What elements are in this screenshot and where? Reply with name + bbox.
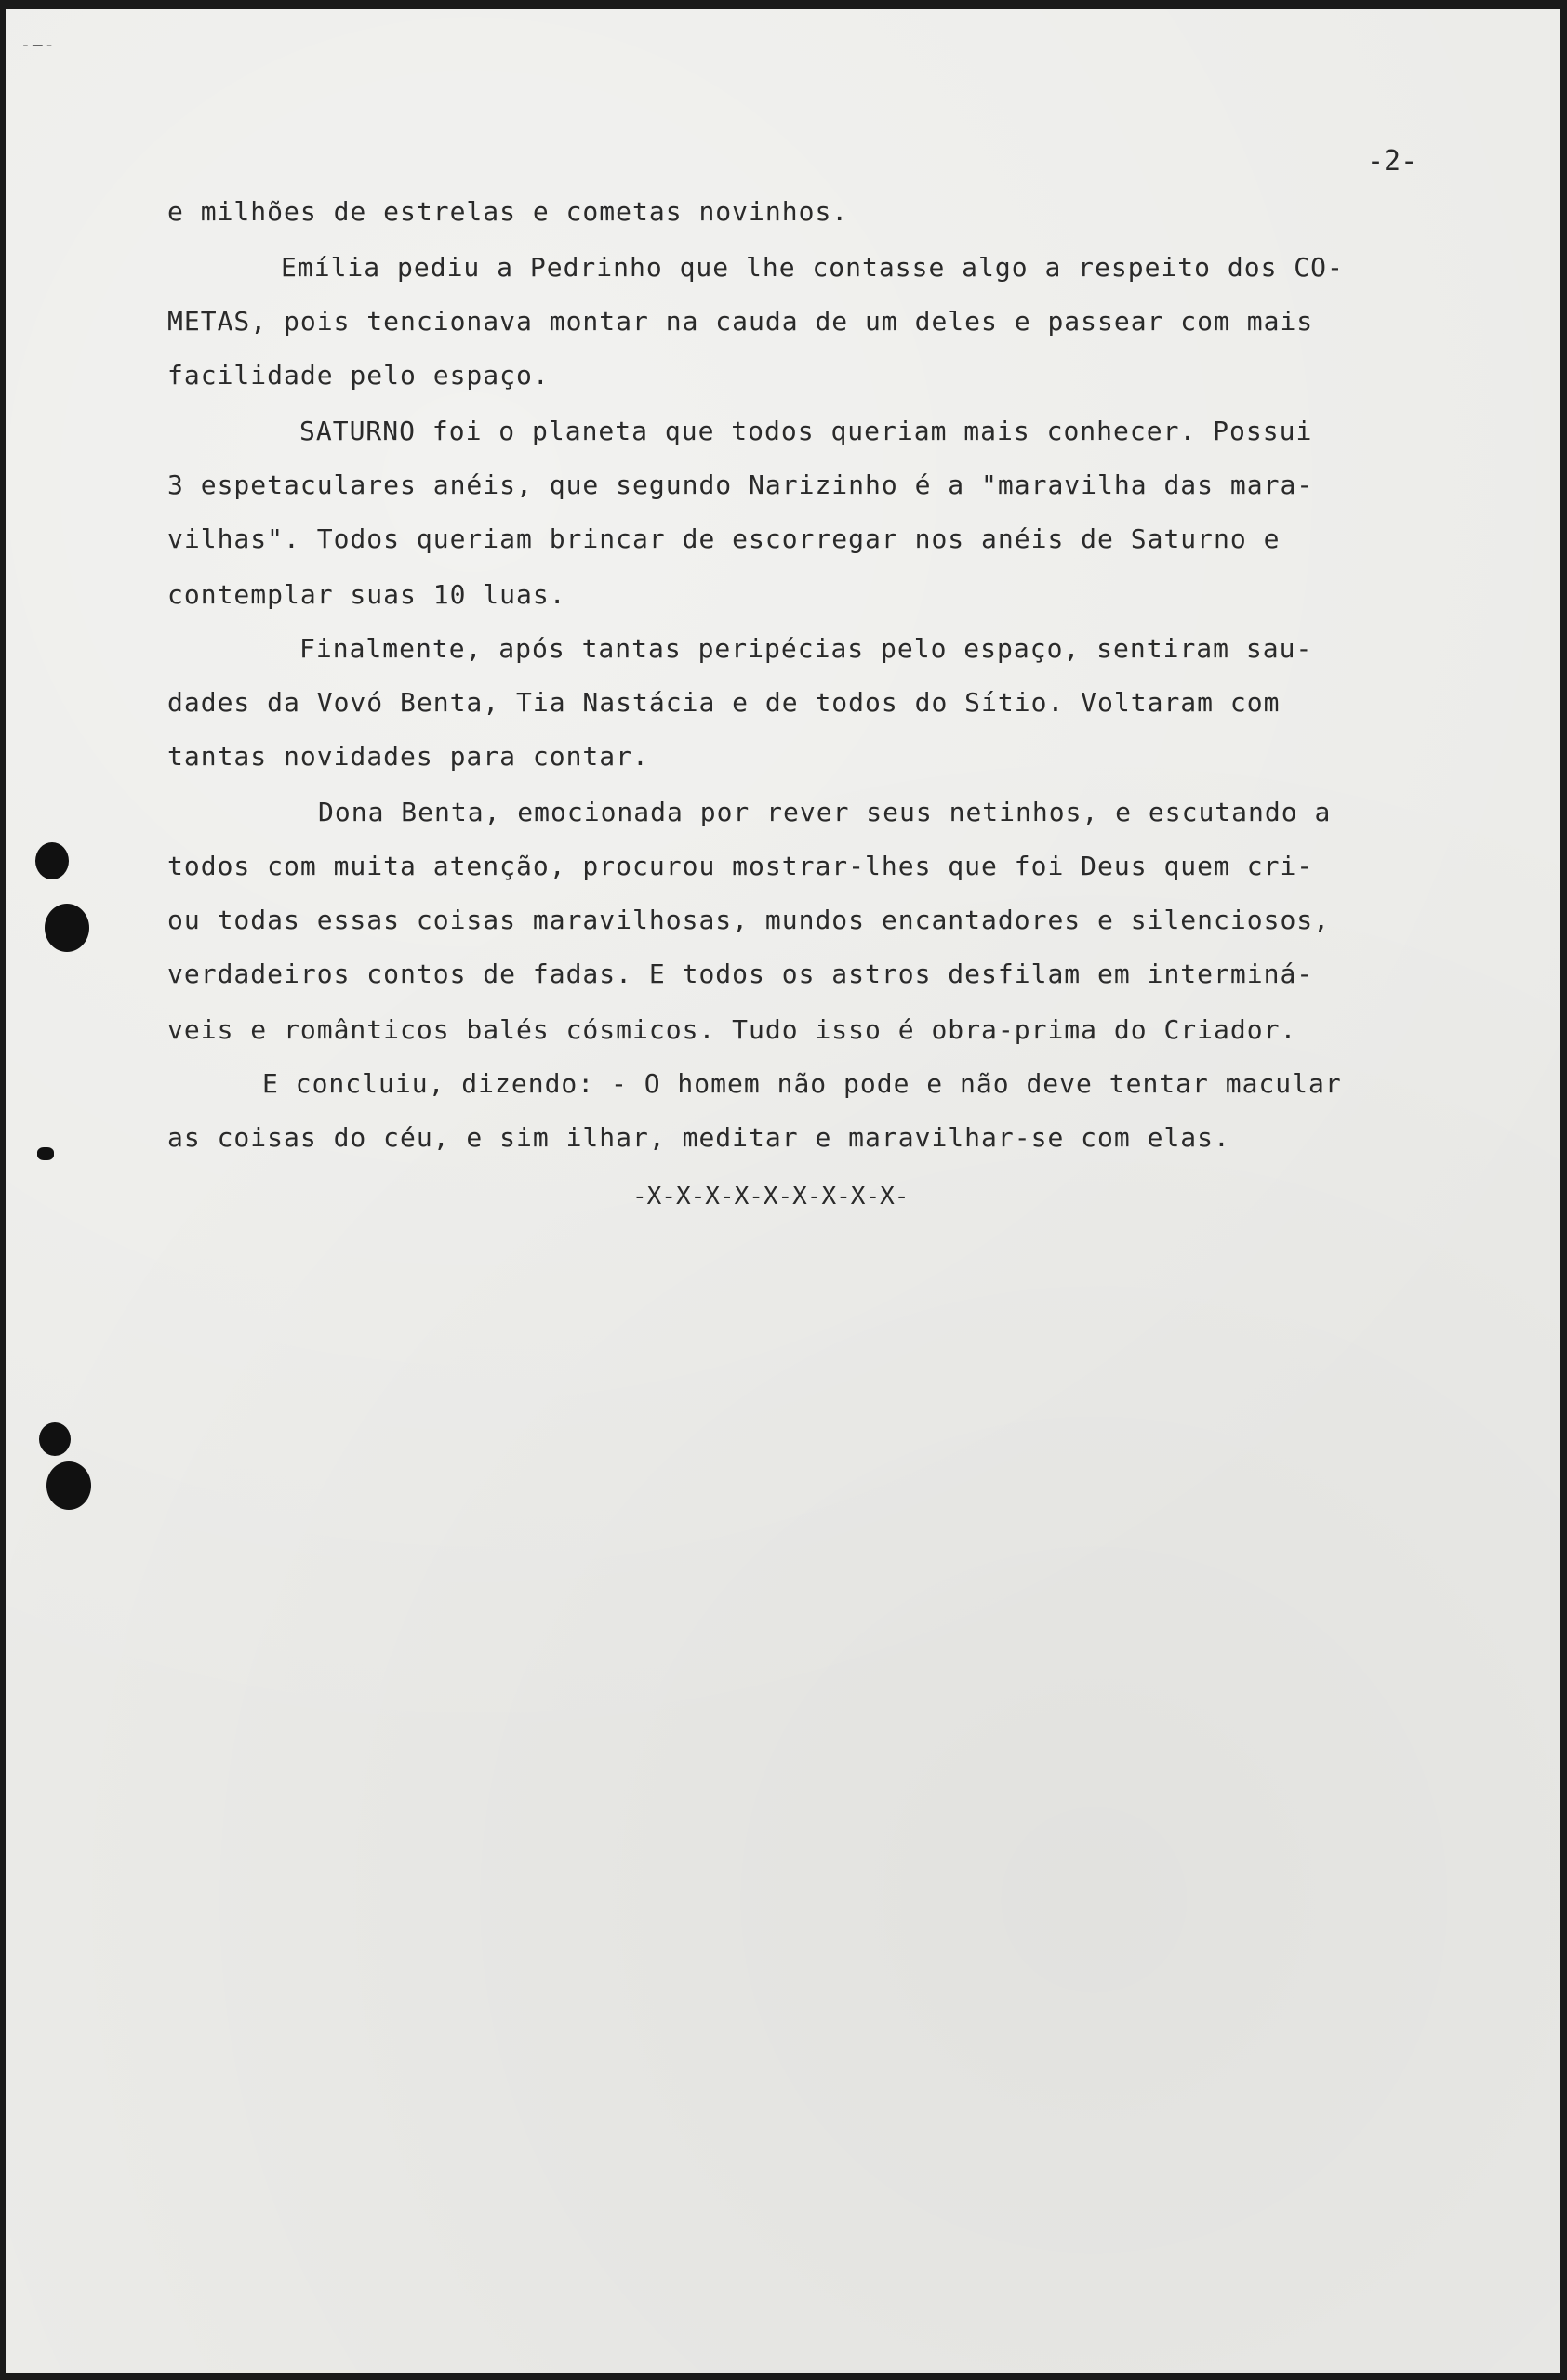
text-line: contemplar suas 10 luas. bbox=[167, 579, 566, 610]
corner-scribble: ‐—‐ bbox=[20, 35, 57, 55]
text-line: 3 espetaculares anéis, que segundo Narizinho é a "maravilha das mara- bbox=[167, 469, 1314, 500]
text-line: verdadeiros contos de fadas. E todos os astros desfilam em interminá- bbox=[167, 959, 1314, 989]
text-line: Emília pediu a Pedrinho que lhe contasse algo a respeito dos CO- bbox=[281, 252, 1344, 283]
text-line: Finalmente, após tantas peripécias pelo espaço, sentiram sau- bbox=[299, 633, 1313, 664]
text-line: Dona Benta, emocionada por rever seus netinhos, e escutando a bbox=[318, 797, 1332, 827]
page-number: -2- bbox=[1367, 145, 1418, 178]
text-line: dades da Vovó Benta, Tia Nastácia e de todos do Sítio. Voltaram com bbox=[167, 687, 1281, 718]
text-line: e milhões de estrelas e cometas novinhos. bbox=[167, 196, 849, 227]
text-line: as coisas do céu, e sim ilhar, meditar e maravilhar-se com elas. bbox=[167, 1122, 1230, 1153]
section-divider: -X-X-X-X-X-X-X-X-X- bbox=[632, 1183, 910, 1210]
text-line: SATURNO foi o planeta que todos queriam mais conhecer. Possui bbox=[299, 416, 1313, 446]
text-line: facilidade pelo espaço. bbox=[167, 360, 550, 390]
text-line: E concluiu, dizendo: - O homem não pode e não deve tentar macular bbox=[262, 1068, 1342, 1099]
text-line: ou todas essas coisas maravilhosas, mundos encantadores e silenciosos, bbox=[167, 905, 1331, 935]
text-line: veis e românticos balés cósmicos. Tudo isso é obra-prima do Criador. bbox=[167, 1014, 1297, 1045]
text-line: tantas novidades para contar. bbox=[167, 741, 649, 772]
text-line: METAS, pois tencionava montar na cauda de um deles e passear com mais bbox=[167, 306, 1314, 337]
text-line: todos com muita atenção, procurou mostrar-lhes que foi Deus quem cri- bbox=[167, 851, 1314, 881]
text-line: vilhas". Todos queriam brincar de escorregar nos anéis de Saturno e bbox=[167, 523, 1281, 554]
